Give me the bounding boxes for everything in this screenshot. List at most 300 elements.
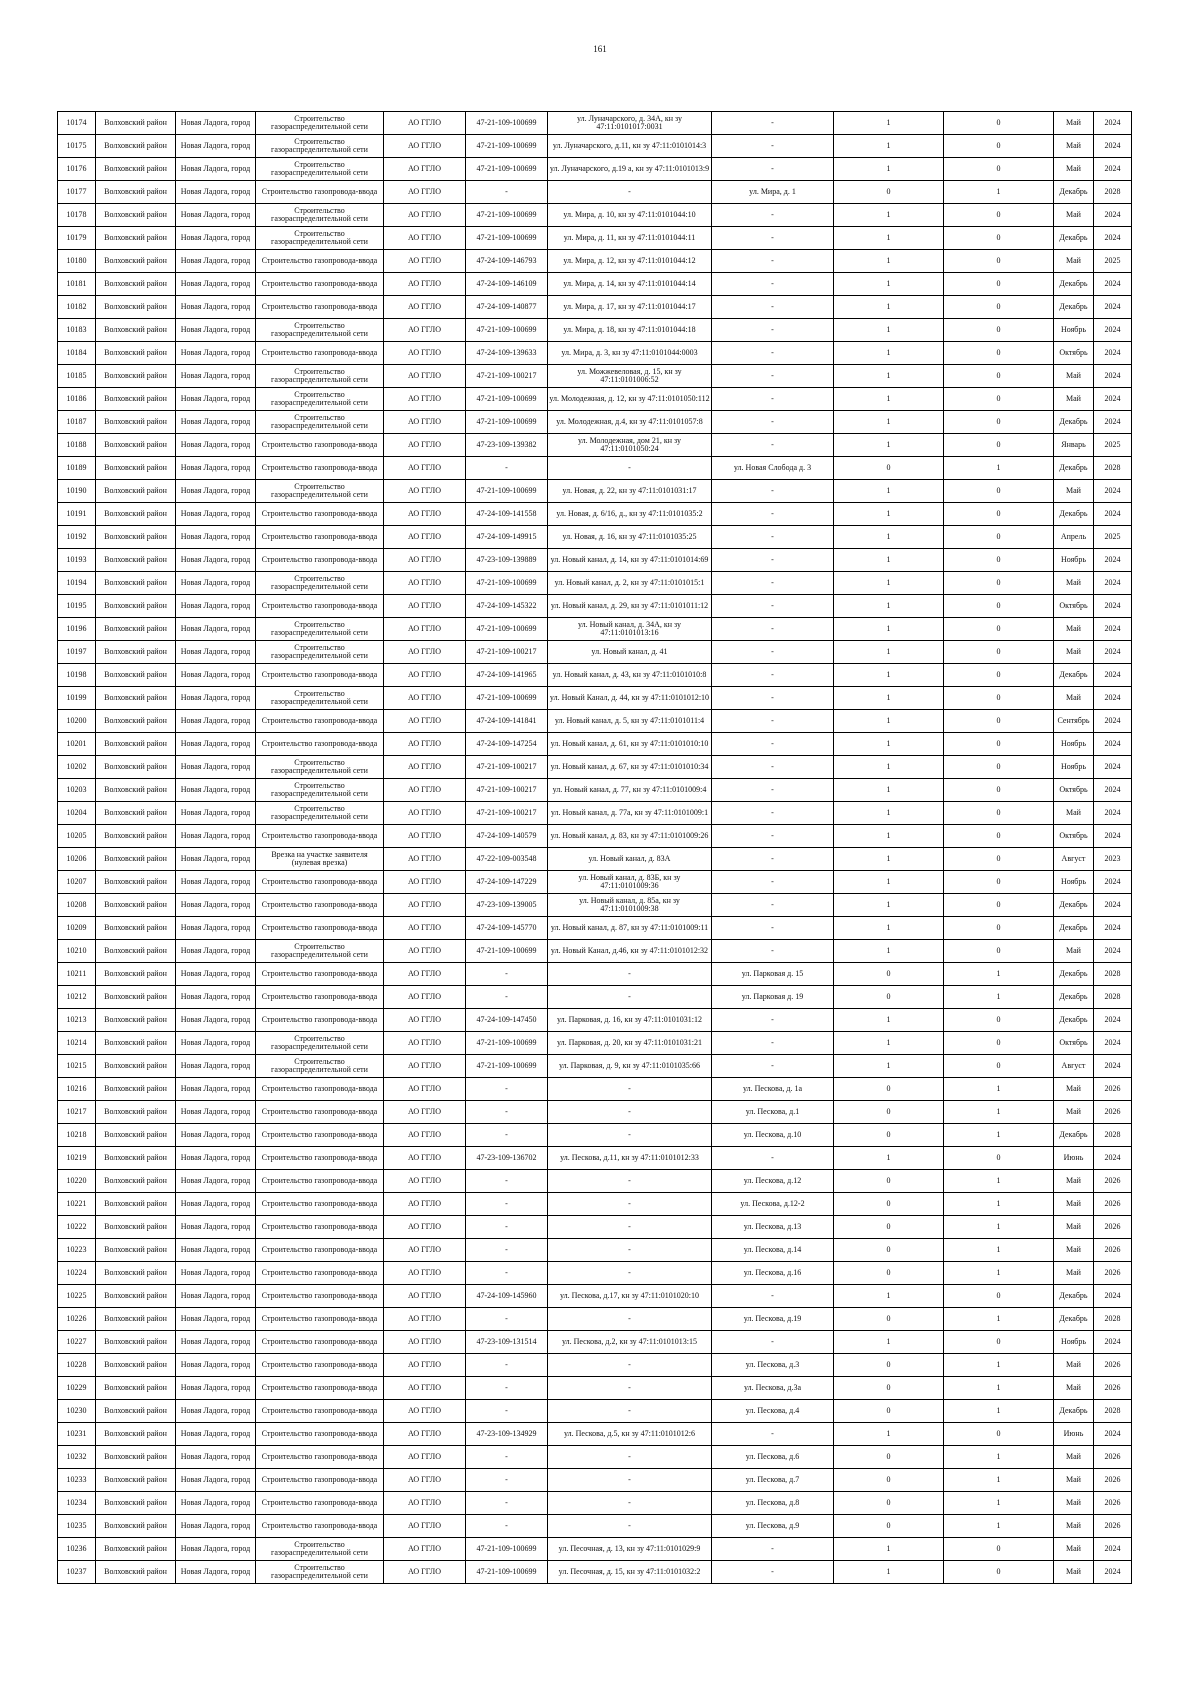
- tech-conditions-cell: 47-21-109-100699: [466, 319, 548, 342]
- table-row: [58, 871, 1132, 894]
- count-a-cell: 1: [834, 135, 944, 158]
- address-cadastral-cell: ул. Луначарского, д.19 а, кн зу 47:11:0101013:9: [548, 158, 712, 181]
- count-b-cell: 1: [944, 1492, 1054, 1515]
- year-cell: 2024: [1094, 227, 1132, 250]
- row-number-cell: 10232: [58, 1446, 96, 1469]
- row-number-cell: 10234: [58, 1492, 96, 1515]
- count-b-cell: 0: [944, 825, 1054, 848]
- work-type-cell: Строительство газораспределительной сети: [256, 779, 384, 802]
- year-cell: 2026: [1094, 1377, 1132, 1400]
- organization-cell: АО ГГЛО: [384, 894, 466, 917]
- address-cadastral-cell: -: [548, 986, 712, 1009]
- row-number-cell: 10204: [58, 802, 96, 825]
- organization-cell: АО ГГЛО: [384, 1262, 466, 1285]
- settlement-cell: Новая Ладога, город: [176, 135, 256, 158]
- count-a-cell: 1: [834, 825, 944, 848]
- year-cell: 2024: [1094, 273, 1132, 296]
- planned-address-cell: -: [712, 1538, 834, 1561]
- month-cell: Май: [1054, 1492, 1094, 1515]
- tech-conditions-cell: -: [466, 1078, 548, 1101]
- work-type-cell: Строительство газопровода-ввода: [256, 1469, 384, 1492]
- row-number-cell: 10203: [58, 779, 96, 802]
- row-number-cell: 10194: [58, 572, 96, 595]
- settlement-cell: Новая Ладога, город: [176, 618, 256, 641]
- settlement-cell: Новая Ладога, город: [176, 1285, 256, 1308]
- work-type-cell: Строительство газопровода-ввода: [256, 710, 384, 733]
- planned-address-cell: -: [712, 227, 834, 250]
- district-cell: Волховский район: [96, 457, 176, 480]
- settlement-cell: Новая Ладога, город: [176, 894, 256, 917]
- row-number-cell: 10174: [58, 112, 96, 135]
- count-a-cell: 1: [834, 549, 944, 572]
- planned-address-cell: ул. Пескова, д.14: [712, 1239, 834, 1262]
- tech-conditions-cell: 47-23-109-136702: [466, 1147, 548, 1170]
- district-cell: Волховский район: [96, 411, 176, 434]
- organization-cell: АО ГГЛО: [384, 1469, 466, 1492]
- address-cadastral-cell: -: [548, 1262, 712, 1285]
- year-cell: 2028: [1094, 457, 1132, 480]
- count-a-cell: 1: [834, 1147, 944, 1170]
- month-cell: Май: [1054, 1216, 1094, 1239]
- table-row: [58, 1101, 1132, 1124]
- year-cell: 2025: [1094, 434, 1132, 457]
- planned-address-cell: -: [712, 1285, 834, 1308]
- registry-rows: [58, 112, 1132, 1584]
- count-b-cell: 0: [944, 1331, 1054, 1354]
- row-number-cell: 10222: [58, 1216, 96, 1239]
- organization-cell: АО ГГЛО: [384, 710, 466, 733]
- district-cell: Волховский район: [96, 986, 176, 1009]
- count-b-cell: 1: [944, 963, 1054, 986]
- count-b-cell: 0: [944, 848, 1054, 871]
- work-type-cell: Строительство газораспределительной сети: [256, 1538, 384, 1561]
- work-type-cell: Строительство газопровода-ввода: [256, 1147, 384, 1170]
- year-cell: 2024: [1094, 664, 1132, 687]
- organization-cell: АО ГГЛО: [384, 319, 466, 342]
- organization-cell: АО ГГЛО: [384, 572, 466, 595]
- address-cadastral-cell: ул. Новый Канал, д. 44, кн зу 47:11:0101012:10: [548, 687, 712, 710]
- count-a-cell: 1: [834, 1032, 944, 1055]
- count-b-cell: 1: [944, 986, 1054, 1009]
- month-cell: Май: [1054, 1561, 1094, 1584]
- tech-conditions-cell: 47-24-109-140579: [466, 825, 548, 848]
- district-cell: Волховский район: [96, 664, 176, 687]
- district-cell: Волховский район: [96, 158, 176, 181]
- work-type-cell: Строительство газопровода-ввода: [256, 1009, 384, 1032]
- planned-address-cell: -: [712, 204, 834, 227]
- count-b-cell: 1: [944, 1078, 1054, 1101]
- table-row: [58, 1308, 1132, 1331]
- year-cell: 2024: [1094, 319, 1132, 342]
- count-a-cell: 1: [834, 595, 944, 618]
- count-b-cell: 1: [944, 1377, 1054, 1400]
- row-number-cell: 10182: [58, 296, 96, 319]
- count-a-cell: 0: [834, 1262, 944, 1285]
- month-cell: Май: [1054, 940, 1094, 963]
- settlement-cell: Новая Ладога, город: [176, 595, 256, 618]
- settlement-cell: Новая Ладога, город: [176, 503, 256, 526]
- count-a-cell: 1: [834, 342, 944, 365]
- tech-conditions-cell: 47-24-109-145322: [466, 595, 548, 618]
- settlement-cell: Новая Ладога, город: [176, 181, 256, 204]
- settlement-cell: Новая Ладога, город: [176, 756, 256, 779]
- planned-address-cell: -: [712, 871, 834, 894]
- organization-cell: АО ГГЛО: [384, 1515, 466, 1538]
- month-cell: Май: [1054, 687, 1094, 710]
- table-row: [58, 894, 1132, 917]
- row-number-cell: 10207: [58, 871, 96, 894]
- organization-cell: АО ГГЛО: [384, 825, 466, 848]
- district-cell: Волховский район: [96, 1469, 176, 1492]
- row-number-cell: 10226: [58, 1308, 96, 1331]
- count-a-cell: 1: [834, 1055, 944, 1078]
- table-row: [58, 802, 1132, 825]
- organization-cell: АО ГГЛО: [384, 986, 466, 1009]
- count-b-cell: 1: [944, 1193, 1054, 1216]
- count-a-cell: 0: [834, 1515, 944, 1538]
- organization-cell: АО ГГЛО: [384, 1055, 466, 1078]
- row-number-cell: 10227: [58, 1331, 96, 1354]
- month-cell: Август: [1054, 1055, 1094, 1078]
- row-number-cell: 10185: [58, 365, 96, 388]
- district-cell: Волховский район: [96, 1009, 176, 1032]
- work-type-cell: Строительство газораспределительной сети: [256, 158, 384, 181]
- address-cadastral-cell: -: [548, 1492, 712, 1515]
- address-cadastral-cell: ул. Пескова, д.17, кн зу 47:11:0101020:10: [548, 1285, 712, 1308]
- table-row: [58, 986, 1132, 1009]
- row-number-cell: 10208: [58, 894, 96, 917]
- district-cell: Волховский район: [96, 917, 176, 940]
- tech-conditions-cell: -: [466, 1308, 548, 1331]
- count-a-cell: 0: [834, 1124, 944, 1147]
- district-cell: Волховский район: [96, 1216, 176, 1239]
- year-cell: 2024: [1094, 894, 1132, 917]
- row-number-cell: 10210: [58, 940, 96, 963]
- table-row: [58, 756, 1132, 779]
- row-number-cell: 10199: [58, 687, 96, 710]
- row-number-cell: 10196: [58, 618, 96, 641]
- work-type-cell: Строительство газопровода-ввода: [256, 871, 384, 894]
- tech-conditions-cell: 47-21-109-100699: [466, 388, 548, 411]
- settlement-cell: Новая Ладога, город: [176, 1377, 256, 1400]
- table-row: [58, 641, 1132, 664]
- address-cadastral-cell: -: [548, 181, 712, 204]
- planned-address-cell: -: [712, 112, 834, 135]
- planned-address-cell: -: [712, 664, 834, 687]
- organization-cell: АО ГГЛО: [384, 158, 466, 181]
- address-cadastral-cell: ул. Песочная, д. 15, кн зу 47:11:0101032:2: [548, 1561, 712, 1584]
- row-number-cell: 10195: [58, 595, 96, 618]
- work-type-cell: Строительство газопровода-ввода: [256, 1308, 384, 1331]
- address-cadastral-cell: ул. Новый Канал, д.46, кн зу 47:11:0101012:32: [548, 940, 712, 963]
- count-a-cell: 1: [834, 871, 944, 894]
- district-cell: Волховский район: [96, 1538, 176, 1561]
- year-cell: 2024: [1094, 1055, 1132, 1078]
- year-cell: 2024: [1094, 1538, 1132, 1561]
- organization-cell: АО ГГЛО: [384, 963, 466, 986]
- district-cell: Волховский район: [96, 526, 176, 549]
- planned-address-cell: -: [712, 319, 834, 342]
- count-b-cell: 0: [944, 503, 1054, 526]
- settlement-cell: Новая Ладога, город: [176, 434, 256, 457]
- address-cadastral-cell: ул. Луначарского, д. 34А, кн зу 47:11:0101017:0031: [548, 112, 712, 135]
- count-a-cell: 0: [834, 181, 944, 204]
- row-number-cell: 10223: [58, 1239, 96, 1262]
- district-cell: Волховский район: [96, 319, 176, 342]
- row-number-cell: 10219: [58, 1147, 96, 1170]
- count-a-cell: 1: [834, 319, 944, 342]
- work-type-cell: Строительство газопровода-ввода: [256, 181, 384, 204]
- organization-cell: АО ГГЛО: [384, 1446, 466, 1469]
- organization-cell: АО ГГЛО: [384, 135, 466, 158]
- count-a-cell: 1: [834, 848, 944, 871]
- tech-conditions-cell: 47-24-109-146793: [466, 250, 548, 273]
- settlement-cell: Новая Ладога, город: [176, 733, 256, 756]
- month-cell: Декабрь: [1054, 664, 1094, 687]
- organization-cell: АО ГГЛО: [384, 641, 466, 664]
- tech-conditions-cell: 47-21-109-100217: [466, 641, 548, 664]
- count-a-cell: 1: [834, 940, 944, 963]
- planned-address-cell: -: [712, 1147, 834, 1170]
- organization-cell: АО ГГЛО: [384, 457, 466, 480]
- count-a-cell: 1: [834, 250, 944, 273]
- month-cell: Январь: [1054, 434, 1094, 457]
- address-cadastral-cell: ул. Мира, д. 3, кн зу 47:11:0101044:0003: [548, 342, 712, 365]
- work-type-cell: Строительство газопровода-ввода: [256, 1285, 384, 1308]
- row-number-cell: 10218: [58, 1124, 96, 1147]
- district-cell: Волховский район: [96, 1400, 176, 1423]
- organization-cell: АО ГГЛО: [384, 1009, 466, 1032]
- settlement-cell: Новая Ладога, город: [176, 526, 256, 549]
- tech-conditions-cell: 47-22-109-003548: [466, 848, 548, 871]
- work-type-cell: Строительство газораспределительной сети: [256, 135, 384, 158]
- settlement-cell: Новая Ладога, город: [176, 1308, 256, 1331]
- district-cell: Волховский район: [96, 733, 176, 756]
- work-type-cell: Строительство газораспределительной сети: [256, 756, 384, 779]
- planned-address-cell: ул. Пескова, д.4: [712, 1400, 834, 1423]
- organization-cell: АО ГГЛО: [384, 1147, 466, 1170]
- month-cell: Декабрь: [1054, 411, 1094, 434]
- year-cell: 2026: [1094, 1078, 1132, 1101]
- planned-address-cell: ул. Пескова, д.19: [712, 1308, 834, 1331]
- address-cadastral-cell: ул. Парковая, д. 9, кн зу 47:11:0101035:66: [548, 1055, 712, 1078]
- settlement-cell: Новая Ладога, город: [176, 710, 256, 733]
- settlement-cell: Новая Ладога, город: [176, 871, 256, 894]
- planned-address-cell: -: [712, 388, 834, 411]
- tech-conditions-cell: -: [466, 457, 548, 480]
- district-cell: Волховский район: [96, 1308, 176, 1331]
- work-type-cell: Строительство газораспределительной сети: [256, 1561, 384, 1584]
- table-row: [58, 848, 1132, 871]
- settlement-cell: Новая Ладога, город: [176, 802, 256, 825]
- tech-conditions-cell: -: [466, 1400, 548, 1423]
- table-row: [58, 434, 1132, 457]
- row-number-cell: 10180: [58, 250, 96, 273]
- tech-conditions-cell: 47-21-109-100699: [466, 204, 548, 227]
- year-cell: 2025: [1094, 526, 1132, 549]
- address-cadastral-cell: ул. Новый канал, д. 14, кн зу 47:11:0101014:69: [548, 549, 712, 572]
- work-type-cell: Строительство газораспределительной сети: [256, 802, 384, 825]
- count-a-cell: 0: [834, 1354, 944, 1377]
- table-row: [58, 365, 1132, 388]
- work-type-cell: Строительство газопровода-ввода: [256, 986, 384, 1009]
- work-type-cell: Строительство газопровода-ввода: [256, 1262, 384, 1285]
- tech-conditions-cell: -: [466, 1262, 548, 1285]
- planned-address-cell: -: [712, 687, 834, 710]
- count-b-cell: 1: [944, 1216, 1054, 1239]
- tech-conditions-cell: 47-24-109-145770: [466, 917, 548, 940]
- planned-address-cell: ул. Пескова, д.9: [712, 1515, 834, 1538]
- tech-conditions-cell: 47-21-109-100699: [466, 618, 548, 641]
- planned-address-cell: ул. Парковая д. 15: [712, 963, 834, 986]
- month-cell: Май: [1054, 1354, 1094, 1377]
- year-cell: 2024: [1094, 871, 1132, 894]
- count-b-cell: 0: [944, 618, 1054, 641]
- tech-conditions-cell: 47-21-109-100699: [466, 1032, 548, 1055]
- count-b-cell: 0: [944, 1147, 1054, 1170]
- count-a-cell: 0: [834, 1492, 944, 1515]
- district-cell: Волховский район: [96, 1446, 176, 1469]
- settlement-cell: Новая Ладога, город: [176, 250, 256, 273]
- year-cell: 2024: [1094, 158, 1132, 181]
- row-number-cell: 10197: [58, 641, 96, 664]
- count-a-cell: 1: [834, 365, 944, 388]
- organization-cell: АО ГГЛО: [384, 1561, 466, 1584]
- table-row: [58, 503, 1132, 526]
- year-cell: 2028: [1094, 1400, 1132, 1423]
- settlement-cell: Новая Ладога, город: [176, 1492, 256, 1515]
- tech-conditions-cell: -: [466, 1492, 548, 1515]
- row-number-cell: 10220: [58, 1170, 96, 1193]
- count-a-cell: 1: [834, 917, 944, 940]
- address-cadastral-cell: ул. Парковая, д. 20, кн зу 47:11:0101031:21: [548, 1032, 712, 1055]
- address-cadastral-cell: ул. Молодежная, д. 12, кн зу 47:11:0101050:112: [548, 388, 712, 411]
- table-row: [58, 1377, 1132, 1400]
- address-cadastral-cell: ул. Новый канал, д. 41: [548, 641, 712, 664]
- count-b-cell: 0: [944, 1055, 1054, 1078]
- planned-address-cell: -: [712, 802, 834, 825]
- table-row: [58, 112, 1132, 135]
- address-cadastral-cell: ул. Новая, д. 6/16, д., кн зу 47:11:0101035:2: [548, 503, 712, 526]
- month-cell: Май: [1054, 204, 1094, 227]
- tech-conditions-cell: -: [466, 1515, 548, 1538]
- organization-cell: АО ГГЛО: [384, 1538, 466, 1561]
- organization-cell: АО ГГЛО: [384, 1285, 466, 1308]
- table-row: [58, 618, 1132, 641]
- work-type-cell: Строительство газопровода-ввода: [256, 526, 384, 549]
- count-b-cell: 1: [944, 1239, 1054, 1262]
- tech-conditions-cell: -: [466, 1216, 548, 1239]
- district-cell: Волховский район: [96, 1423, 176, 1446]
- organization-cell: АО ГГЛО: [384, 549, 466, 572]
- row-number-cell: 10183: [58, 319, 96, 342]
- row-number-cell: 10175: [58, 135, 96, 158]
- tech-conditions-cell: -: [466, 1239, 548, 1262]
- address-cadastral-cell: ул. Пескова, д.5, кн зу 47:11:0101012:6: [548, 1423, 712, 1446]
- tech-conditions-cell: 47-24-109-149915: [466, 526, 548, 549]
- tech-conditions-cell: 47-21-109-100699: [466, 158, 548, 181]
- planned-address-cell: -: [712, 825, 834, 848]
- organization-cell: АО ГГЛО: [384, 1423, 466, 1446]
- month-cell: Декабрь: [1054, 273, 1094, 296]
- row-number-cell: 10205: [58, 825, 96, 848]
- month-cell: Июнь: [1054, 1147, 1094, 1170]
- table-row: [58, 710, 1132, 733]
- organization-cell: АО ГГЛО: [384, 595, 466, 618]
- count-a-cell: 1: [834, 526, 944, 549]
- address-cadastral-cell: ул. Мира, д. 14, кн зу 47:11:0101044:14: [548, 273, 712, 296]
- settlement-cell: Новая Ладога, город: [176, 1262, 256, 1285]
- year-cell: 2025: [1094, 250, 1132, 273]
- tech-conditions-cell: 47-21-109-100699: [466, 112, 548, 135]
- month-cell: Апрель: [1054, 526, 1094, 549]
- month-cell: Декабрь: [1054, 917, 1094, 940]
- count-b-cell: 0: [944, 1285, 1054, 1308]
- organization-cell: АО ГГЛО: [384, 388, 466, 411]
- tech-conditions-cell: 47-24-109-140877: [466, 296, 548, 319]
- tech-conditions-cell: 47-24-109-145960: [466, 1285, 548, 1308]
- planned-address-cell: ул. Пескова, д.10: [712, 1124, 834, 1147]
- tech-conditions-cell: 47-21-109-100699: [466, 1538, 548, 1561]
- planned-address-cell: -: [712, 526, 834, 549]
- organization-cell: АО ГГЛО: [384, 1170, 466, 1193]
- table-row: [58, 963, 1132, 986]
- year-cell: 2024: [1094, 1285, 1132, 1308]
- organization-cell: АО ГГЛО: [384, 1308, 466, 1331]
- address-cadastral-cell: -: [548, 1124, 712, 1147]
- work-type-cell: Строительство газопровода-ввода: [256, 1193, 384, 1216]
- work-type-cell: Строительство газопровода-ввода: [256, 342, 384, 365]
- work-type-cell: Строительство газопровода-ввода: [256, 917, 384, 940]
- tech-conditions-cell: -: [466, 1446, 548, 1469]
- count-b-cell: 0: [944, 641, 1054, 664]
- table-row: [58, 687, 1132, 710]
- settlement-cell: Новая Ладога, город: [176, 1331, 256, 1354]
- month-cell: Август: [1054, 848, 1094, 871]
- work-type-cell: Строительство газораспределительной сети: [256, 204, 384, 227]
- tech-conditions-cell: 47-23-109-139382: [466, 434, 548, 457]
- month-cell: Октябрь: [1054, 825, 1094, 848]
- organization-cell: АО ГГЛО: [384, 687, 466, 710]
- address-cadastral-cell: -: [548, 1446, 712, 1469]
- table-row: [58, 1239, 1132, 1262]
- organization-cell: АО ГГЛО: [384, 365, 466, 388]
- row-number-cell: 10186: [58, 388, 96, 411]
- table-row: [58, 526, 1132, 549]
- organization-cell: АО ГГЛО: [384, 1331, 466, 1354]
- tech-conditions-cell: 47-24-109-141965: [466, 664, 548, 687]
- address-cadastral-cell: -: [548, 1216, 712, 1239]
- count-b-cell: 0: [944, 388, 1054, 411]
- district-cell: Волховский район: [96, 250, 176, 273]
- settlement-cell: Новая Ладога, город: [176, 687, 256, 710]
- count-a-cell: 0: [834, 1193, 944, 1216]
- settlement-cell: Новая Ладога, город: [176, 1423, 256, 1446]
- work-type-cell: Строительство газораспределительной сети: [256, 480, 384, 503]
- planned-address-cell: -: [712, 1055, 834, 1078]
- month-cell: Декабрь: [1054, 963, 1094, 986]
- district-cell: Волховский район: [96, 1055, 176, 1078]
- month-cell: Май: [1054, 1170, 1094, 1193]
- organization-cell: АО ГГЛО: [384, 1124, 466, 1147]
- district-cell: Волховский район: [96, 181, 176, 204]
- row-number-cell: 10192: [58, 526, 96, 549]
- address-cadastral-cell: ул. Новая, д. 16, кн зу 47:11:0101035:25: [548, 526, 712, 549]
- settlement-cell: Новая Ладога, город: [176, 1446, 256, 1469]
- tech-conditions-cell: 47-24-109-139633: [466, 342, 548, 365]
- address-cadastral-cell: ул. Луначарского, д.11, кн зу 47:11:0101014:3: [548, 135, 712, 158]
- count-a-cell: 1: [834, 388, 944, 411]
